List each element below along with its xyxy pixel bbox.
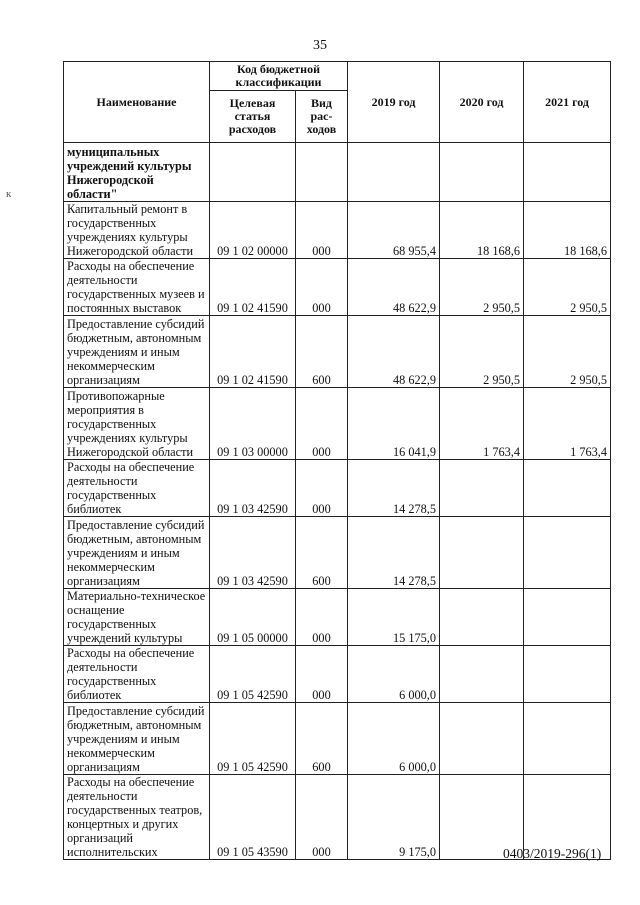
header-2021: 2021 год (524, 62, 611, 143)
row-expense-kind: 000 (296, 460, 348, 517)
budget-table (63, 61, 611, 860)
row-value-2021 (524, 646, 611, 703)
row-value-2020: 2 950,5 (440, 316, 524, 388)
row-value-2020: 1 763,4 (440, 388, 524, 460)
row-target-code: 09 1 05 00000 (210, 589, 296, 646)
row-value-2020 (440, 646, 524, 703)
row-value-2020: 18 168,6 (440, 202, 524, 259)
header-2020: 2020 год (440, 62, 524, 143)
row-value-2019: 14 278,5 (348, 460, 440, 517)
row-value-2019: 9 175,0 (348, 775, 440, 860)
row-value-2019: 68 955,4 (348, 202, 440, 259)
row-value-2021: 18 168,6 (524, 202, 611, 259)
row-target-code: 09 1 05 42590 (210, 646, 296, 703)
row-target-code: 09 1 02 41590 (210, 259, 296, 316)
row-target-code: 09 1 02 41590 (210, 316, 296, 388)
row-value-2020 (440, 143, 524, 202)
header-target: Целевая статья расходов (210, 91, 296, 143)
row-target-code: 09 1 05 42590 (210, 703, 296, 775)
row-expense-kind: 600 (296, 703, 348, 775)
row-expense-kind: 000 (296, 589, 348, 646)
table-row (64, 143, 611, 202)
row-name: муниципальных учреждений культуры Нижегородской области" (64, 143, 210, 202)
table-body (64, 143, 611, 860)
row-name: Расходы на обеспечение деятельности государственных библиотек (64, 646, 210, 703)
row-value-2021 (524, 460, 611, 517)
row-value-2021: 2 950,5 (524, 259, 611, 316)
table-row (64, 388, 611, 460)
row-value-2021: 1 763,4 (524, 388, 611, 460)
row-value-2019: 14 278,5 (348, 517, 440, 589)
row-expense-kind: 600 (296, 517, 348, 589)
header-2019: 2019 год (348, 62, 440, 143)
row-target-code: 09 1 05 43590 (210, 775, 296, 860)
row-name: Капитальный ремонт в государственных учреждениях культуры Нижегородской области (64, 202, 210, 259)
table-row (64, 202, 611, 259)
row-value-2020 (440, 517, 524, 589)
row-name: Расходы на обеспечение деятельности государственных театров, концертных и других организаций исполнительских (64, 775, 210, 860)
row-expense-kind (296, 143, 348, 202)
row-name: Предоставление субсидий бюджетным, автономным учреждениям и иным некоммерческим организациям (64, 316, 210, 388)
row-value-2019: 6 000,0 (348, 646, 440, 703)
row-value-2019 (348, 143, 440, 202)
row-expense-kind: 000 (296, 259, 348, 316)
row-value-2021 (524, 703, 611, 775)
row-expense-kind: 000 (296, 202, 348, 259)
table-row (64, 460, 611, 517)
row-target-code: 09 1 03 00000 (210, 388, 296, 460)
row-name: Предоставление субсидий бюджетным, автономным учреждениям и иным некоммерческим организациям (64, 517, 210, 589)
row-expense-kind: 000 (296, 388, 348, 460)
row-name: Расходы на обеспечение деятельности государственных музеев и постоянных выставок (64, 259, 210, 316)
table-row (64, 259, 611, 316)
header-kind: Вид рас-ходов (296, 91, 348, 143)
row-value-2020 (440, 460, 524, 517)
row-expense-kind: 000 (296, 646, 348, 703)
row-value-2019: 15 175,0 (348, 589, 440, 646)
table-row (64, 703, 611, 775)
table-row (64, 589, 611, 646)
row-target-code: 09 1 03 42590 (210, 460, 296, 517)
table-row (64, 316, 611, 388)
row-name: Предоставление субсидий бюджетным, автономным учреждениям и иным некоммерческим организациям (64, 703, 210, 775)
row-value-2019: 6 000,0 (348, 703, 440, 775)
row-value-2021: 2 950,5 (524, 316, 611, 388)
row-value-2020 (440, 589, 524, 646)
row-name: Расходы на обеспечение деятельности государственных библиотек (64, 460, 210, 517)
table-row (64, 646, 611, 703)
page-number: 35 (313, 38, 327, 53)
row-target-code (210, 143, 296, 202)
row-value-2021 (524, 589, 611, 646)
table-row (64, 517, 611, 589)
row-value-2019: 16 041,9 (348, 388, 440, 460)
header-classification: Код бюджетной классификации (210, 62, 348, 91)
header-name: Наименование (64, 62, 210, 143)
row-value-2019: 48 622,9 (348, 316, 440, 388)
document-code: 0403/2019-296(1) (503, 846, 602, 861)
row-target-code: 09 1 02 00000 (210, 202, 296, 259)
row-value-2020 (440, 703, 524, 775)
row-value-2019: 48 622,9 (348, 259, 440, 316)
row-value-2021 (524, 143, 611, 202)
margin-mark: к (6, 188, 12, 200)
row-name: Материально-техническое оснащение государственных учреждений культуры (64, 589, 210, 646)
row-target-code: 09 1 03 42590 (210, 517, 296, 589)
row-expense-kind: 000 (296, 775, 348, 860)
row-name: Противопожарные мероприятия в государственных учреждениях культуры Нижегородской области (64, 388, 210, 460)
row-value-2021 (524, 517, 611, 589)
row-expense-kind: 600 (296, 316, 348, 388)
row-value-2020: 2 950,5 (440, 259, 524, 316)
